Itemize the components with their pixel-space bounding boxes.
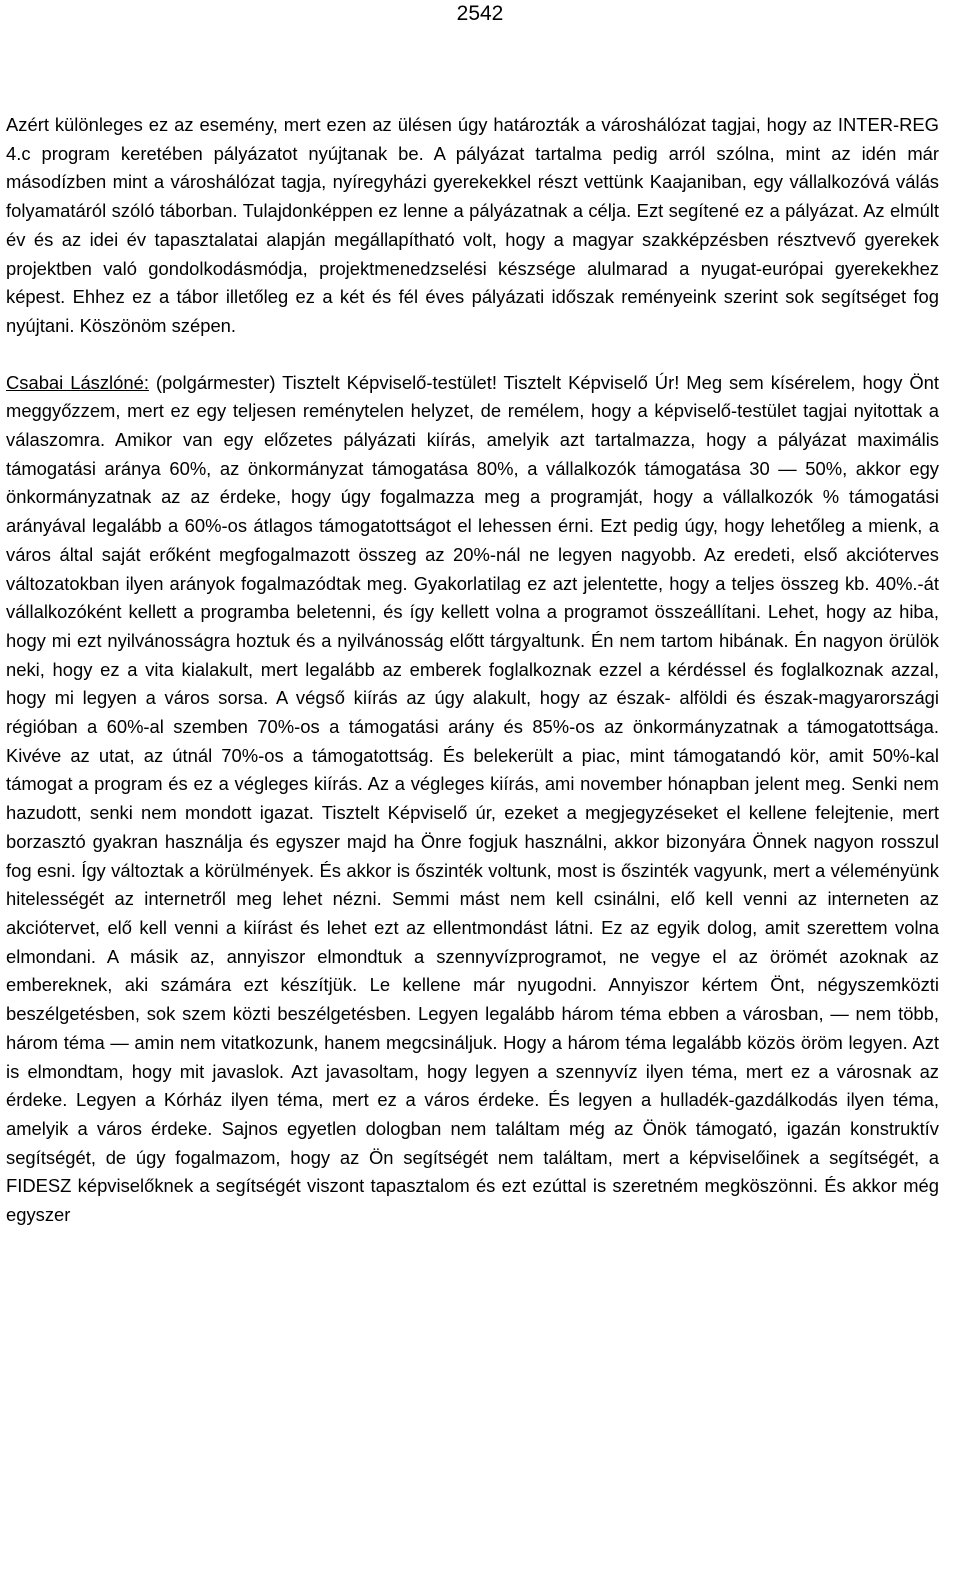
paragraph-spacer — [6, 341, 939, 369]
speaker-name: Csabai Lászlóné: — [6, 371, 149, 393]
page-number: 2542 — [456, 2, 504, 25]
paragraph-intro: Azért különleges ez az esemény, mert ezen az ülésen úgy határozták a városhálózat tagjai, hogy az INTER-REG 4.c program keretében pályázatot nyújtanak be. A pályázat tartalma pedig arról szólna, mint az idén már másodízben mint a városhálózat tagja, nyíregyházi gyerekekkel részt vettünk Kaajaniban, egy vállalkozóvá válás folyamatáról szóló táborban. Tulajdonképpen ez lenne a pályázatnak a célja. Ezt segítené ez a pályázat. Az elmúlt év és az idei év tapasztalatai alapján megállapítható volt, hogy a magyar szakképzésben résztvevő gyerekek projektben való gondolkodásmódja, projektmenedzselési készsége alulmarad a nyugat-európai gyerekekhez képest. Ehhez ez a tábor illetőleg ez a két és fél éves pályázati időszak reményeink szerint sok segítséget fog nyújtani. Köszönöm szépen. — [6, 114, 939, 336]
paragraph-response-text: (polgármester) Tisztelt Képviselő-testület! Tisztelt Képviselő Úr! Meg sem kísérelem, hogy Önt meggyőzzem, mert ez egy teljesen reménytelen helyzet, de remélem, hogy a képviselő-testület tagjai nyitottak a válaszomra. Amikor van egy előzetes pályázati kiírás, amelyik azt tartalmazza, hogy a pályázat maximális támogatási aránya 60%, az önkormányzat támogatása 80%, a vállalkozók támogatása 30 — 50%, akkor egy önkormányzatnak az az érdeke, hogy úgy fogalmazza meg a programját, hogy a vállalkozók % támogatási arányával legalább a 60%-os átlagos támogatottságot el lehessen érni. Ezt pedig úgy, hogy lehetőleg a mienk, a város által saját erőként megfogalmazott összeg az 20%-nál ne legyen nagyobb. Az eredeti, első akcióterves változatokban ilyen arányok fogalmazódtak meg. Gyakorlatilag ez azt jelentette, hogy a teljes összeg kb. 40%.-át vállalkozóként kellett a programba beletenni, és így kellett volna a programot összeállítani. Lehet, hogy az hiba, hogy mi ezt nyilvánosságra hoztuk és a nyilvánosság előtt tárgyaltunk. Én nem tartom hibának. Én nagyon örülök neki, hogy ez a vita kialakult, mert legalább az emberek foglalkoznak ezzel a kérdéssel és foglalkoznak azzal, hogy mi legyen a város sorsa. A végső kiírás az úgy alakult, hogy az észak- alföldi és észak-magyarországi régióban a 60%-al szemben 70%-os a támogatási arány és 85%-os az önkormányzatnak a támogatottsága. Kivéve az utat, az útnál 70%-os a támogatottság. És belekerült a piac, mint támogatandó kör, amit 50%-kal támogat a program és ez a végleges kiírás. Az a végleges kiírás, ami november hónapban jelent meg. Senki nem hazudott, senki nem mondott igazat. Tisztelt Képviselő úr, ezeket a megjegyzéseket el kellene felejtenie, mert borzasztó gyakran használja és egyszer majd ha Önre fogjuk használni, akkor bizonyára Önnek nagyon rosszul fog esni. Így változtak a körülmények. És akkor is őszinték voltunk, most is őszinték vagyunk, mert a véleményünk hitelességét az internetről meg lehet nézni. Semmi mást nem kell csinálni, elő kell venni az interneten az akciótervet, elő kell venni a kiírást és lehet ezt az ellentmondást látni. Ez az egyik dolog, amit szerettem volna elmondani. A másik az, annyiszor elmondtuk a szennyvízprogramot, ne vegye el az örömét azoknak az embereknek, aki számára ezt készítjük. Le kellene már nyugodni. Annyiszor kértem Önt, négyszemközti beszélgetésben, sok szem közti beszélgetésben. Legyen legalább három téma ebben a városban, — nem több, három téma — amin nem vitatkozunk, hanem megcsináljuk. Hogy a három téma legalább közös öröm legyen. Azt is elmondtam, hogy mit javaslok. Azt javasoltam, hogy legyen a szennyvíz ilyen téma, mert ez a városnak az érdeke. Legyen a Kórház ilyen téma, mert ez a város érdeke. És legyen a hulladék-gazdálkodás ilyen téma, amelyik a város érdeke. Sajnos egyetlen dologban nem találtam még az Önök támogató, igazán konstruktív segítségét, de úgy fogalmazom, hogy az Ön segítségét nem találtam, mert a képviselőinek a segítségét, a FIDESZ képviselőknek a segítségét viszont tapasztalom és ezt ezúttal is szeretném megköszönni. És akkor még egyszer — [6, 371, 939, 1226]
paragraph-response — [6, 369, 939, 1230]
document-body — [6, 111, 939, 1230]
